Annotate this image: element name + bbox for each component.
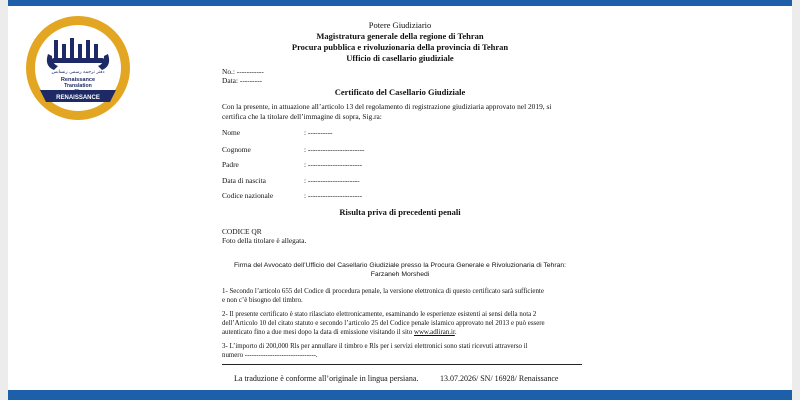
result-statement: Risulta priva di precedenti penali bbox=[339, 207, 461, 217]
field-label-nome: Nome bbox=[222, 128, 241, 137]
adliran-link[interactable]: www.adliran.ir bbox=[413, 329, 455, 336]
header-line-1: Potere Giudiziario bbox=[368, 20, 432, 30]
note-3-line-2: numero -------------------------------. bbox=[222, 352, 318, 359]
photo-note: Foto della titolare è allegata. bbox=[222, 236, 307, 245]
intro-line-1: Con la presente, in attuazione all’articolo 13 del regolamento di registrazione giudiziaria approvato nel 2019, si bbox=[222, 102, 552, 111]
logo-translation-text: Translation bbox=[64, 83, 92, 89]
field-label-cognome: Cognome bbox=[222, 145, 251, 154]
field-label-data-nascita: Data di nascita bbox=[222, 176, 266, 185]
field-label-codice-nazionale: Codice nazionale bbox=[222, 191, 274, 200]
logo-persian-text: دفتر ترجمه رسمی رنسانس bbox=[51, 70, 105, 75]
document-number: No.: ----------- bbox=[222, 67, 264, 76]
intro-line-2: certifica che la titolare dell’immagine di sopra, Sig.ra: bbox=[222, 112, 382, 121]
header-line-3: Procura pubblica e rivoluzionaria della provincia di Tehran bbox=[291, 42, 509, 52]
note-2-line-3 bbox=[222, 328, 457, 337]
document-date: Data: --------- bbox=[222, 76, 263, 85]
footer-rule bbox=[222, 364, 582, 365]
header-line-2: Magistratura generale della regione di Tehran bbox=[316, 31, 484, 41]
translation-reference: 13.07.2026/ SN/ 16928/ Renaissance bbox=[440, 374, 559, 383]
signature-name: Farzaneh Morshedi bbox=[370, 271, 430, 278]
field-value-nome: : ---------- bbox=[304, 128, 333, 137]
note-1-line-1: 1- Secondo l’articolo 655 del Codice di procedura penale, la versione elettronica di questo certificato sarà sufficiente bbox=[222, 288, 544, 295]
note-1-line-2: e non c’è bisogno del timbro. bbox=[222, 297, 303, 304]
qr-code-label: CODICE QR bbox=[222, 227, 262, 236]
signature-line-1: Firma del Avvocato dell’Ufficio del Casellario Giudiziale presso la Procura Generale e Rivoluzionaria di Tehran: bbox=[233, 262, 567, 269]
field-label-padre: Padre bbox=[222, 160, 239, 169]
field-value-cognome: : ----------------------- bbox=[304, 145, 365, 154]
note-2-line-3-end: . bbox=[454, 329, 457, 336]
logo-ribbon-text: RENAISSANCE bbox=[56, 95, 100, 101]
note-2-line-1: 2- Il presente certificato è stato rilasciato elettronicamente, esaminando le esperienze esistenti ai sensi della nota 2 bbox=[222, 311, 537, 318]
note-3-line-1: 3- L’importo di 200,000 Rls per annullare il timbro e Rls per i servizi elettronici sono stati ricevuti attraverso il bbox=[222, 343, 528, 350]
conformity-statement: La traduzione è conforme all’originale in lingua persiana. bbox=[234, 374, 419, 383]
note-2-line-3-text: autenticato fino a due mesi dopo la data di emissione visitando il sito bbox=[222, 329, 413, 336]
header-line-4: Ufficio di casellario giudiziale bbox=[346, 53, 454, 63]
field-value-padre: : ---------------------- bbox=[304, 160, 363, 169]
note-2-line-2: dell’Articolo 10 del citato statuto e secondo l’articolo 25 del Codice penale islamico approvato nel 2013 e può essere bbox=[222, 320, 545, 327]
field-value-data-nascita: : --------------------- bbox=[304, 176, 360, 185]
field-value-codice-nazionale: : ---------------------- bbox=[304, 191, 363, 200]
logo-name-text: Renaissance bbox=[60, 77, 96, 83]
certificate-title: Certificato del Casellario Giudiziale bbox=[334, 87, 466, 97]
